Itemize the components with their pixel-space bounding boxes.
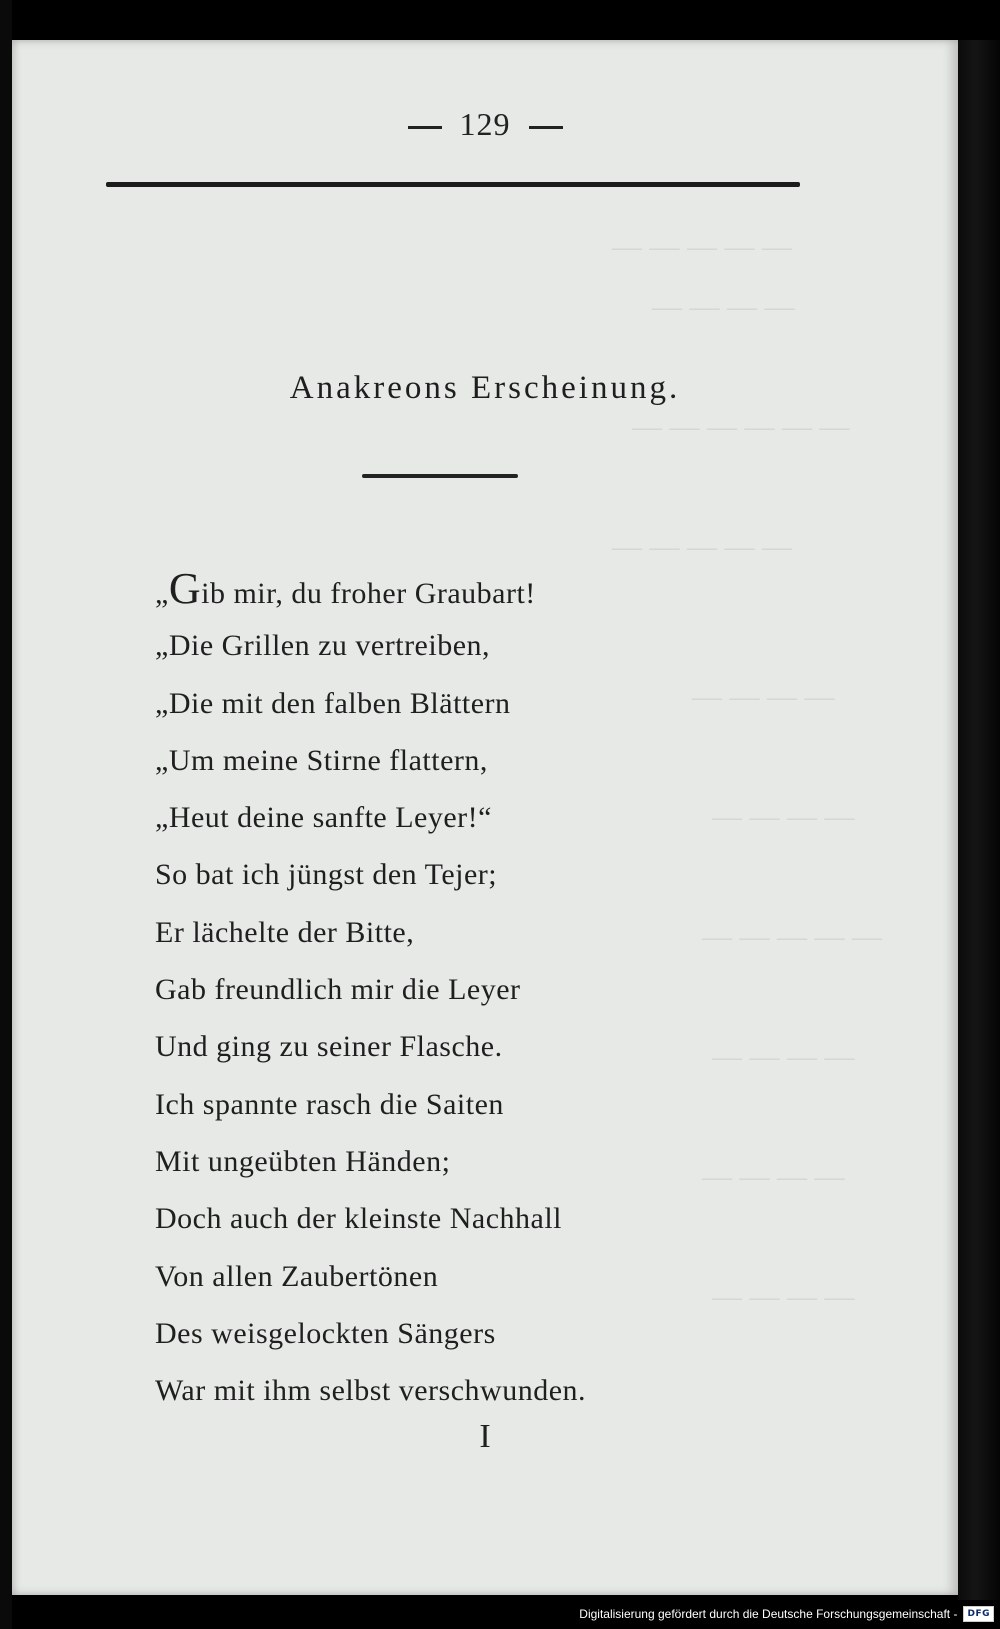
poem-line: Doch auch der kleinste Nachhall bbox=[155, 1202, 563, 1236]
poem-line: Gab freundlich mir die Leyer bbox=[155, 973, 521, 1007]
poem-line: Und ging zu seiner Flasche. bbox=[155, 1030, 503, 1064]
page-number-dash-right bbox=[529, 126, 563, 129]
funding-credit: Digitalisierung gefördert durch die Deutsche Forschungsgemeinschaft - bbox=[579, 1607, 958, 1621]
page-number-dash-left bbox=[408, 126, 442, 129]
title-rule bbox=[362, 474, 518, 478]
poem-line: „Die mit den falben Blättern bbox=[155, 686, 511, 720]
show-through-texture: — — — — — — — — — — — — — — — — — — — — — — — — — — — — — — — — — — — — — — — — — — — — — bbox=[612, 230, 882, 1313]
dfg-logo: DFG bbox=[963, 1606, 994, 1622]
poem-body bbox=[155, 560, 855, 1419]
poem-line: Des weisgelockten Sängers bbox=[155, 1316, 496, 1350]
page-number bbox=[12, 106, 958, 143]
poem-line: Von allen Zaubertönen bbox=[155, 1259, 439, 1293]
signature-mark: I bbox=[479, 1418, 491, 1455]
poem-line: War mit ihm selbst verschwunden. bbox=[155, 1374, 587, 1408]
book-cover-edge bbox=[958, 40, 1000, 1600]
book-binding-left bbox=[0, 0, 12, 1629]
poem-line: So bat ich jüngst den Tejer; bbox=[155, 858, 498, 892]
poem-line: „Die Grillen zu vertreiben, bbox=[155, 629, 491, 663]
book-page bbox=[12, 40, 958, 1595]
header-rule bbox=[106, 182, 800, 187]
page-number-value: 129 bbox=[459, 106, 511, 142]
poem-line-first bbox=[155, 560, 855, 617]
digitization-footer bbox=[579, 1601, 994, 1627]
poem-line: „Heut deine sanfte Leyer!“ bbox=[155, 801, 492, 835]
poem-line: „Um meine Stirne flattern, bbox=[155, 743, 488, 777]
first-line-text: ib mir, du froher Graubart! bbox=[201, 577, 536, 610]
poem-line: Ich spannte rasch die Saiten bbox=[155, 1087, 504, 1121]
drop-initial: G bbox=[168, 564, 202, 613]
poem-line: Mit ungeübten Händen; bbox=[155, 1144, 451, 1178]
opening-quote: „ bbox=[155, 577, 169, 610]
poem-line: Er lächelte der Bitte, bbox=[155, 915, 415, 949]
poem-title: Anakreons Erscheinung. bbox=[289, 370, 681, 406]
